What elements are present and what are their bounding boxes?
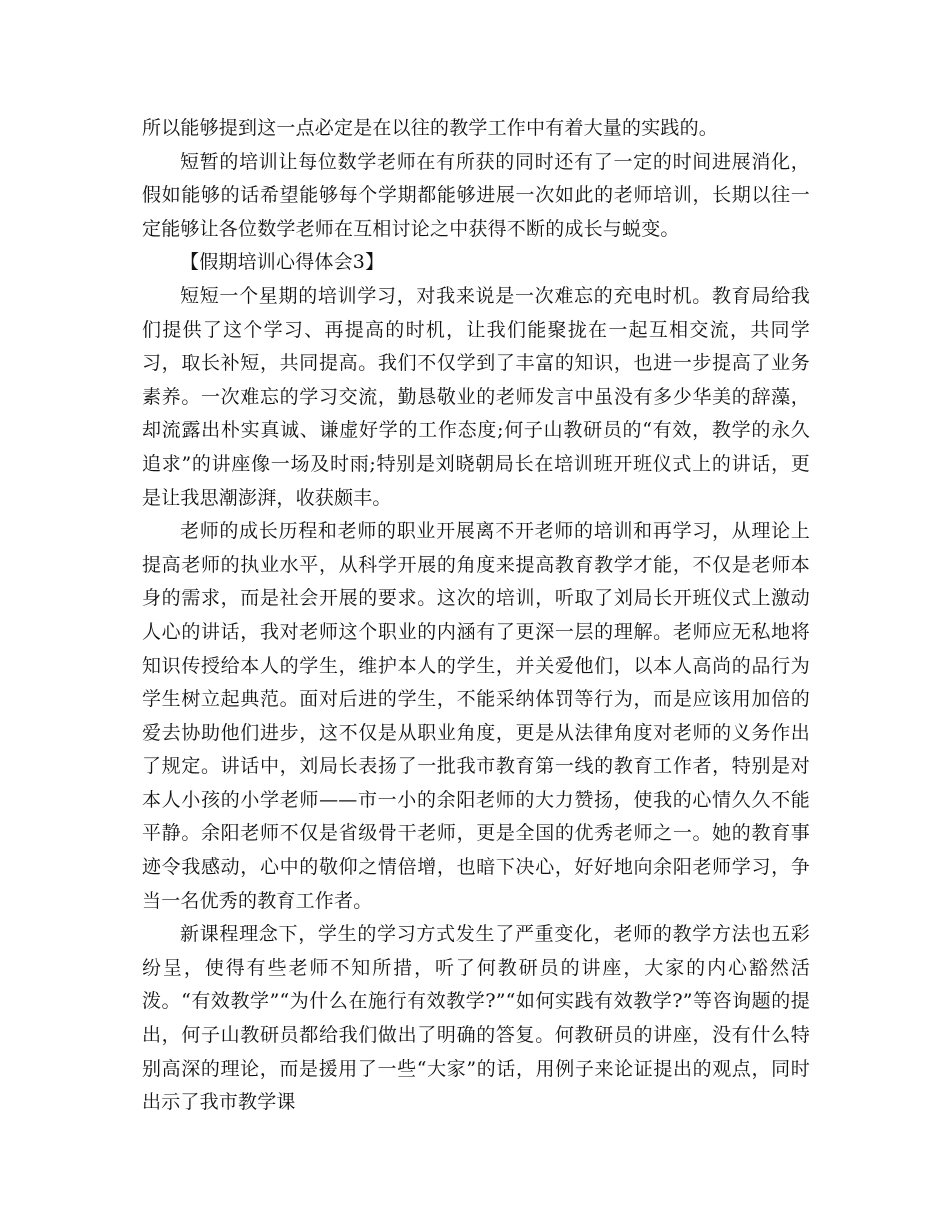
- paragraph-teacher-growth: 老师的成长历程和老师的职业开展离不开老师的培训和再学习，从理论上提高老师的执业水平，从科学开展的角度来提高教育教学才能，不仅是老师本身的需求，而是社会开展的要求。这次的培训，听取了刘局长开班仪式上激动人心的讲话，我对老师这个职业的内涵有了更深一层的理解。老师应无私地将知识传授给本人的学生，维护本人的学生，并关爱他们，以本人高尚的品行为学生树立起典范。面对后进的学生，不能采纳体罚等行为，而是应该用加倍的爱去协助他们进步，这不仅是从职业角度，更是从法律角度对老师的义务作出了规定。讲话中，刘局长表扬了一批我市教育第一线的教育工作者，特别是对本人小孩的小学老师——市一小的余阳老师的大力赞扬，使我的心情久久不能平静。余阳老师不仅是省级骨干老师，更是全国的优秀老师之一。她的教育事迹令我感动，心中的敬仰之情倍增，也暗下决心，好好地向余阳老师学习，争当一名优秀的教育工作者。: [142, 520, 810, 912]
- document-body: [142, 112, 810, 1120]
- paragraph-continuation: 所以能够提到这一点必定是在以往的教学工作中有着大量的实践的。: [142, 117, 719, 139]
- paragraph-new-curriculum: 新课程理念下，学生的学习方式发生了严重变化，老师的教学方法也五彩纷呈，使得有些老师不知所措，听了何教研员的讲座，大家的内心豁然活泼。“有效教学”“为什么在施行有效教学?”“如何实践有效教学?”等咨询题的提出，何子山教研员都给我们做出了明确的答复。何教研员的讲座，没有什么特别高深的理论，而是援用了一些“大家”的话，用例子来论证提出的观点，同时出示了我市教学课: [142, 923, 810, 1114]
- paragraph-training-week: 短短一个星期的培训学习，对我来说是一次难忘的充电时机。教育局给我们提供了这个学习、再提高的时机，让我们能聚拢在一起互相交流，共同学习，取长补短，共同提高。我们不仅学到了丰富的知识，也进一步提高了业务素养。一次难忘的学习交流，勤恳敬业的老师发言中虽没有多少华美的辞藻，却流露出朴实真诚、谦虚好学的工作态度;何子山教研员的“有效，教学的永久追求”的讲座像一场及时雨;特别是刘晓朝局长在培训班开班仪式上的讲话，更是让我思潮澎湃，收获颇丰。: [142, 284, 810, 509]
- paragraph-training-summary: 短暂的培训让每位数学老师在有所获的同时还有了一定的时间进展消化，假如能够的话希望能够每个学期都能够进展一次如此的老师培训，长期以往一定能够让各位数学老师在互相讨论之中获得不断的成长与蜕变。: [142, 150, 810, 240]
- section-heading: 【假期培训心得体会3】: [180, 251, 385, 274]
